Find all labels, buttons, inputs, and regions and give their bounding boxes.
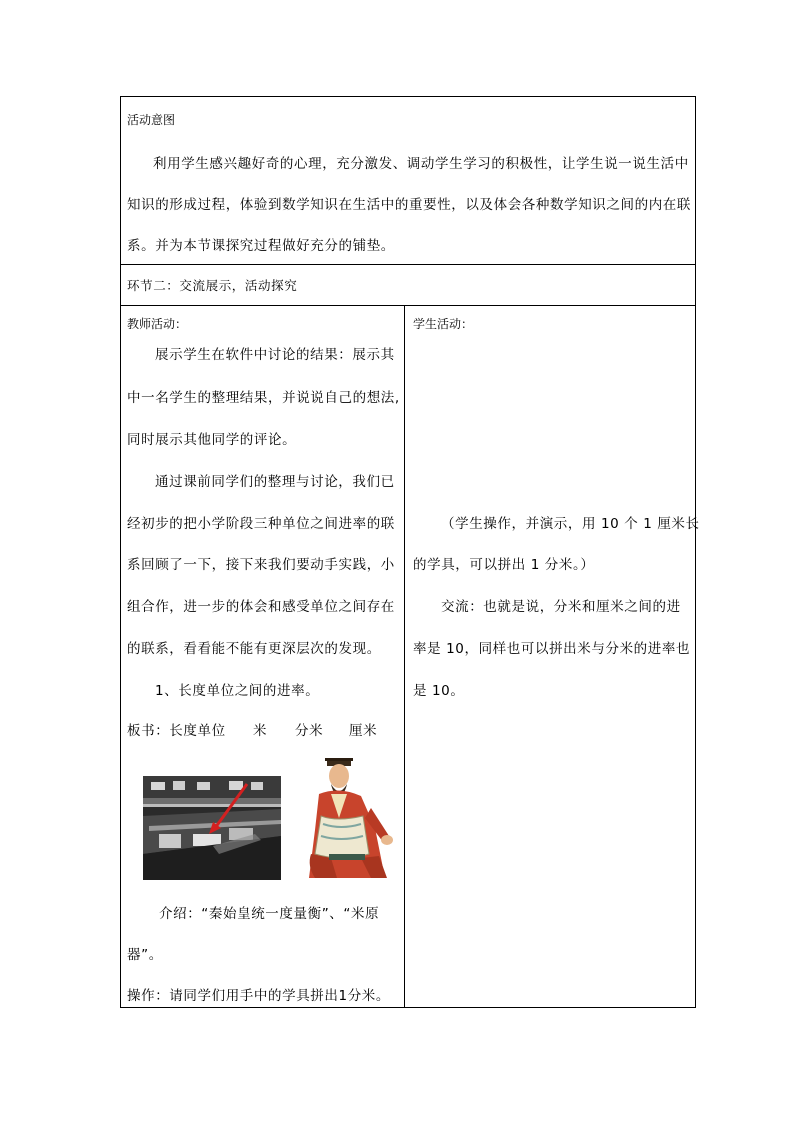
board-unit-centimeter: 厘米 <box>349 723 378 739</box>
teacher-para2-line4: 组合作，进一步的体会和感受单位之间存在 <box>127 599 395 615</box>
teacher-para2-line3: 系回顾了一下，接下来我们要动手实践，小 <box>127 557 395 573</box>
teacher-para1-line2: 中一名学生的整理结果，并说说自己的想法, <box>127 390 400 406</box>
activity-intent-cell <box>121 97 695 265</box>
stage-two-heading: 环节二：交流展示，活动探究 <box>127 278 298 293</box>
activities-row <box>121 306 700 1007</box>
teacher-para2-line5: 的联系，看看能不能有更深层次的发现。 <box>127 641 381 657</box>
activity-intent-heading: 活动意图 <box>127 113 176 127</box>
student-para2-line1: 交流：也就是说，分米和厘米之间的进 <box>441 599 681 615</box>
board-label: 板书：长度单位 <box>127 723 226 739</box>
intent-line-3: 系。并为本节课探究过程做好充分的铺垫。 <box>127 238 395 254</box>
teacher-para2-line2: 经初步的把小学阶段三种单位之间进率的联 <box>127 516 395 532</box>
student-para2-line2: 率是 10，同样也可以拼出米与分米的进率也 <box>413 641 691 657</box>
student-para1-line2: 的学具，可以拼出 1 分米。） <box>413 557 595 573</box>
intent-line-1: 利用学生感兴趣好奇的心理，充分激发、调动学生学习的积极性，让学生说一说生活中 <box>153 156 689 172</box>
stage-two-cell <box>121 264 695 306</box>
board-unit-meter: 米 <box>253 723 268 739</box>
teacher-para1-line3: 同时展示其他同学的评论。 <box>127 432 297 448</box>
teacher-para1-line1: 展示学生在软件中讨论的结果：展示其 <box>155 347 395 363</box>
column-divider <box>404 306 405 1007</box>
qin-shi-huang-illustration <box>301 758 397 882</box>
student-para1-line1: （学生操作，并演示，用 10 个 1 厘米长 <box>441 516 700 532</box>
teacher-para2-line1: 通过课前同学们的整理与讨论，我们已 <box>155 474 395 490</box>
student-para2-line3: 是 10。 <box>413 683 465 699</box>
operation-line: 操作：请同学们用手中的学具拼出1分米。 <box>127 988 390 1004</box>
teacher-activity-heading: 教师活动： <box>127 317 188 331</box>
intro-line1: 介绍：“秦始皇统一度量衡”、“米原 <box>159 906 380 922</box>
length-unit-item: 1、长度单位之间的进率。 <box>155 683 320 699</box>
meter-prototype-photo <box>143 776 281 880</box>
student-activity-heading: 学生活动： <box>413 317 474 331</box>
intro-line2: 器”。 <box>127 947 163 963</box>
board-unit-decimeter: 分米 <box>295 723 324 739</box>
intent-line-2: 知识的形成过程，体验到数学知识在生活中的重要性，以及体会各种数学知识之间的内在联 <box>127 197 691 213</box>
lesson-table <box>120 96 700 1008</box>
